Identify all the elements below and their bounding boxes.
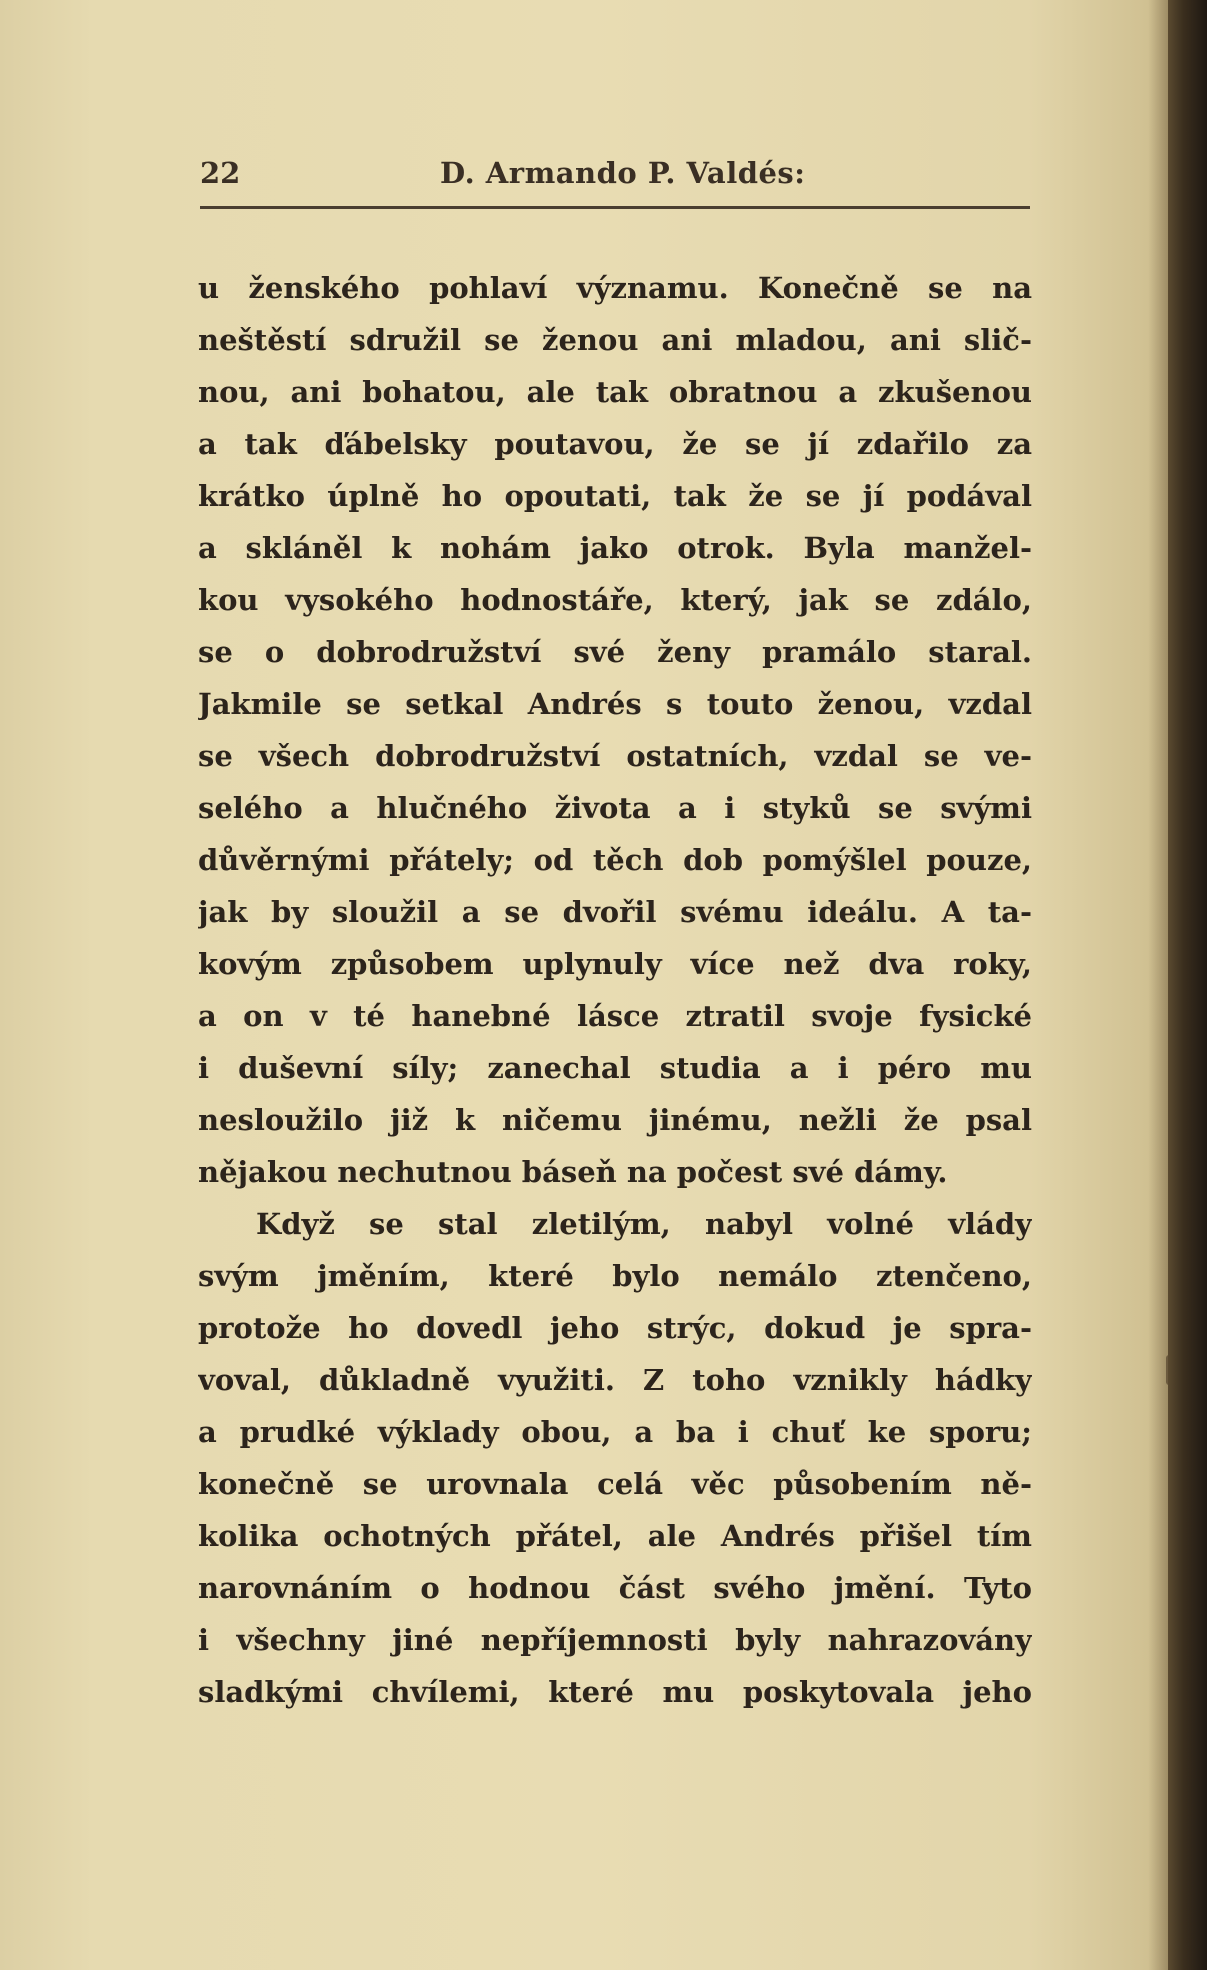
page-number: 22 (200, 156, 241, 190)
text-line: kovým způsobem uplynuly více než dva roky, (198, 947, 1032, 981)
page-edge-shadow (1148, 0, 1168, 1970)
running-title: D. Armando P. Valdés: (440, 156, 806, 190)
text-line: se o dobrodružství své ženy pramálo staral. (198, 635, 1032, 669)
text-line: a prudké výklady obou, a ba i chuť ke sporu; (198, 1415, 1032, 1449)
text-line: u ženského pohlaví významu. Konečně se na (198, 271, 1032, 305)
text-line: narovnáním o hodnou část svého jmění. Tyto (198, 1571, 1032, 1605)
text-line: voval, důkladně využiti. Z toho vznikly hádky (198, 1363, 1032, 1397)
text-line: selého a hlučného života a i styků se svými (198, 791, 1032, 825)
text-line: konečně se urovnala celá věc působením ně- (198, 1467, 1032, 1501)
text-line: protože ho dovedl jeho strýc, dokud je spra- (198, 1311, 1032, 1345)
body-text (198, 262, 1032, 1718)
text-line: důvěrnými přátely; od těch dob pomýšlel pouze, (198, 843, 1032, 877)
text-line: a on v té hanebné lásce ztratil svoje fysické (198, 999, 1032, 1033)
book-spine (1168, 0, 1207, 1970)
text-line: svým jměním, které bylo nemálo ztenčeno, (198, 1259, 1032, 1293)
text-line: i duševní síly; zanechal studia a i péro mu (198, 1051, 1032, 1085)
text-line: nesloužilo již k ničemu jinému, nežli že psal (198, 1103, 1032, 1137)
text-line: kolika ochotných přátel, ale Andrés přišel tím (198, 1519, 1032, 1553)
text-line: sladkými chvílemi, které mu poskytovala jeho (198, 1675, 1032, 1709)
text-line: i všechny jiné nepříjemnosti byly nahrazovány (198, 1623, 1032, 1657)
text-line: a tak ďábelsky poutavou, že se jí zdařilo za (198, 427, 1032, 461)
text-line: krátko úplně ho opoutati, tak že se jí podával (198, 479, 1032, 513)
text-line: se všech dobrodružství ostatních, vzdal se ve- (198, 739, 1032, 773)
text-line: a skláněl k nohám jako otrok. Byla manžel- (198, 531, 1032, 565)
text-line: nějakou nechutnou báseň na počest své dámy. (198, 1155, 948, 1189)
text-line: nou, ani bohatou, ale tak obratnou a zkušenou (198, 375, 1032, 409)
page-header (200, 148, 1030, 200)
text-line: kou vysokého hodnostáře, který, jak se zdálo, (198, 583, 1032, 617)
text-line: neštěstí sdružil se ženou ani mladou, ani slič- (198, 323, 1032, 357)
text-line: jak by sloužil a se dvořil svému ideálu. A ta- (198, 895, 1032, 929)
text-line: Když se stal zletilým, nabyl volné vlády (256, 1207, 1032, 1241)
text-line: Jakmile se setkal Andrés s touto ženou, vzdal (198, 687, 1032, 721)
header-rule (200, 206, 1030, 209)
